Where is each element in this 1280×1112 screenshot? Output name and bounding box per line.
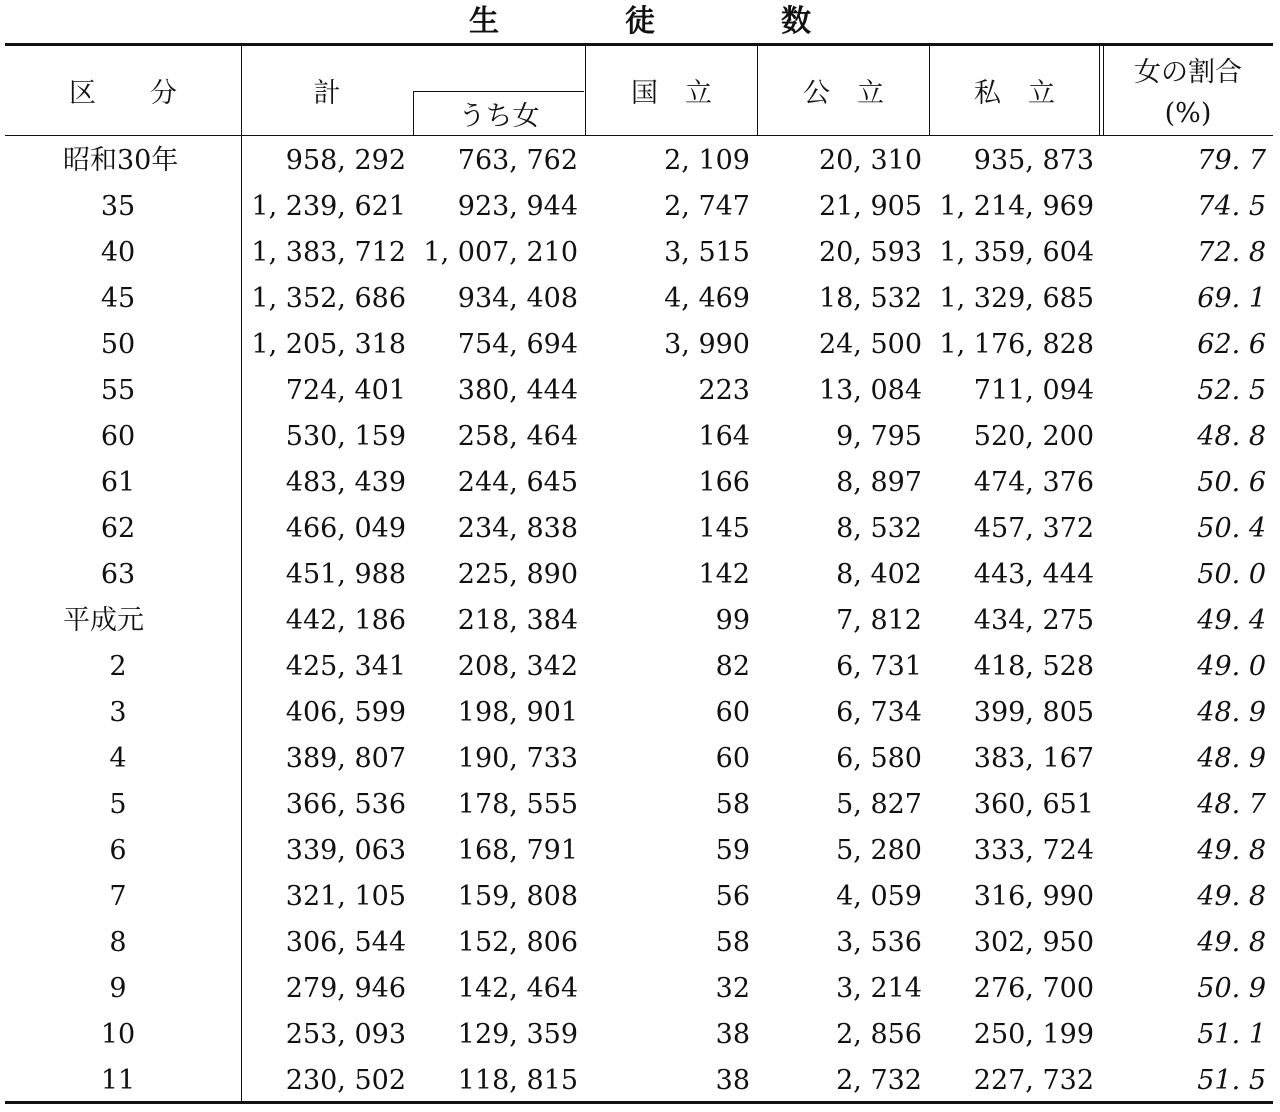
row-label: 10 [100, 1019, 136, 1050]
cell-national: 56 [715, 881, 750, 912]
cell-total: 724, 401 [285, 375, 406, 406]
cell-ratio: 50. 0 [1197, 559, 1266, 590]
cell-national: 166 [698, 467, 750, 498]
cell-female: 380, 444 [457, 375, 578, 406]
header-ratio: 女の割合 [1134, 56, 1242, 88]
cell-female: 234, 838 [457, 513, 578, 544]
cell-female: 142, 464 [457, 973, 578, 1004]
cell-public: 5, 827 [836, 789, 922, 820]
cell-female: 763, 762 [457, 145, 578, 176]
row-label: 63 [100, 559, 136, 590]
cell-national: 145 [698, 513, 750, 544]
table-row [0, 414, 1280, 460]
table-row [0, 644, 1280, 690]
cell-female: 198, 901 [457, 697, 578, 728]
row-label: 45 [100, 283, 136, 314]
cell-female: 152, 806 [457, 927, 578, 958]
cell-ratio: 50. 4 [1197, 513, 1266, 544]
row-label: 50 [100, 329, 136, 360]
cell-female: 754, 694 [457, 329, 578, 360]
row-label: 8 [109, 927, 127, 958]
cell-ratio: 50. 9 [1197, 973, 1266, 1004]
cell-ratio: 49. 8 [1197, 927, 1266, 958]
cell-national: 3, 515 [664, 237, 750, 268]
cell-ratio: 50. 6 [1197, 467, 1266, 498]
table-row [0, 690, 1280, 736]
cell-total: 279, 946 [285, 973, 406, 1004]
cell-private: 711, 094 [973, 375, 1094, 406]
cell-female: 218, 384 [457, 605, 578, 636]
header-total: 計 [313, 78, 341, 109]
row-label: 7 [109, 881, 127, 912]
row-label: 9 [109, 973, 127, 1004]
table-title: 生 徒 数 [469, 4, 859, 39]
cell-female: 129, 359 [457, 1019, 578, 1050]
divider-ratio-a [1099, 45, 1100, 135]
cell-private: 227, 732 [973, 1065, 1094, 1096]
cell-private: 250, 199 [973, 1019, 1094, 1050]
cell-ratio: 72. 8 [1197, 237, 1266, 268]
cell-ratio: 69. 1 [1197, 283, 1266, 314]
cell-ratio: 51. 1 [1197, 1019, 1266, 1050]
header-private: 私 立 [974, 78, 1055, 109]
cell-total: 230, 502 [285, 1065, 406, 1096]
cell-female: 159, 808 [457, 881, 578, 912]
cell-private: 1, 359, 604 [939, 237, 1094, 268]
cell-public: 8, 897 [836, 467, 922, 498]
cell-public: 8, 532 [836, 513, 922, 544]
cell-ratio: 79. 7 [1197, 145, 1266, 176]
cell-ratio: 48. 9 [1197, 697, 1266, 728]
cell-ratio: 49. 8 [1197, 881, 1266, 912]
row-label: 35 [100, 191, 136, 222]
cell-total: 466, 049 [285, 513, 406, 544]
cell-national: 58 [715, 789, 750, 820]
cell-national: 60 [715, 697, 750, 728]
cell-female: 934, 408 [457, 283, 578, 314]
cell-private: 383, 167 [973, 743, 1094, 774]
cell-private: 418, 528 [973, 651, 1094, 682]
cell-female: 118, 815 [457, 1065, 578, 1096]
cell-total: 406, 599 [285, 697, 406, 728]
cell-total: 442, 186 [285, 605, 406, 636]
row-label: 6 [109, 835, 127, 866]
cell-ratio: 62. 6 [1197, 329, 1266, 360]
cell-private: 520, 200 [973, 421, 1094, 452]
cell-national: 32 [715, 973, 750, 1004]
table-row [0, 368, 1280, 414]
cell-female: 244, 645 [457, 467, 578, 498]
cell-private: 1, 329, 685 [939, 283, 1094, 314]
cell-total: 958, 292 [285, 145, 406, 176]
table-row [0, 138, 1280, 184]
cell-national: 2, 109 [664, 145, 750, 176]
header-ratio-unit: (%) [1164, 97, 1212, 129]
cell-public: 20, 593 [818, 237, 922, 268]
table-row [0, 1058, 1280, 1104]
table-row [0, 552, 1280, 598]
cell-ratio: 48. 8 [1197, 421, 1266, 452]
cell-total: 425, 341 [285, 651, 406, 682]
cell-public: 20, 310 [818, 145, 922, 176]
cell-ratio: 48. 7 [1197, 789, 1266, 820]
cell-national: 223 [698, 375, 750, 406]
cell-ratio: 49. 8 [1197, 835, 1266, 866]
cell-private: 457, 372 [973, 513, 1094, 544]
cell-private: 434, 275 [973, 605, 1094, 636]
cell-female: 225, 890 [457, 559, 578, 590]
cell-public: 9, 795 [836, 421, 922, 452]
table-body [0, 138, 1280, 1104]
cell-national: 3, 990 [664, 329, 750, 360]
cell-public: 3, 536 [836, 927, 922, 958]
cell-total: 339, 063 [285, 835, 406, 866]
cell-ratio: 52. 5 [1197, 375, 1266, 406]
table-row [0, 874, 1280, 920]
row-label: 5 [109, 789, 127, 820]
cell-private: 276, 700 [973, 973, 1094, 1004]
row-label: 2 [109, 651, 127, 682]
header-category: 区 分 [69, 78, 177, 109]
cell-female: 258, 464 [457, 421, 578, 452]
cell-total: 253, 093 [285, 1019, 406, 1050]
row-label: 40 [100, 237, 136, 268]
table-row [0, 230, 1280, 276]
header-female: うち女 [458, 101, 540, 132]
table-row [0, 736, 1280, 782]
cell-national: 142 [698, 559, 750, 590]
cell-public: 3, 214 [836, 973, 922, 1004]
row-label: 昭和30年 [63, 145, 179, 176]
cell-public: 6, 731 [836, 651, 922, 682]
cell-national: 164 [698, 421, 750, 452]
cell-public: 13, 084 [818, 375, 922, 406]
row-label: 55 [100, 375, 136, 406]
cell-ratio: 48. 9 [1197, 743, 1266, 774]
cell-private: 443, 444 [973, 559, 1094, 590]
cell-total: 389, 807 [285, 743, 406, 774]
cell-total: 1, 205, 318 [251, 329, 406, 360]
table-row [0, 322, 1280, 368]
row-label: 11 [100, 1065, 136, 1096]
row-label: 4 [109, 743, 127, 774]
cell-public: 7, 812 [836, 605, 922, 636]
row-label: 62 [100, 513, 136, 544]
cell-total: 1, 352, 686 [251, 283, 406, 314]
cell-public: 18, 532 [818, 283, 922, 314]
cell-national: 82 [715, 651, 750, 682]
cell-private: 399, 805 [973, 697, 1094, 728]
cell-ratio: 74. 5 [1197, 191, 1266, 222]
cell-private: 333, 724 [973, 835, 1094, 866]
cell-total: 321, 105 [285, 881, 406, 912]
table-row [0, 598, 1280, 644]
cell-ratio: 51. 5 [1197, 1065, 1266, 1096]
header-public: 公 立 [803, 78, 884, 109]
header-rule [5, 135, 1273, 136]
table-row [0, 276, 1280, 322]
row-label: 平成元 [63, 605, 144, 636]
cell-total: 530, 159 [285, 421, 406, 452]
cell-female: 178, 555 [457, 789, 578, 820]
cell-public: 6, 734 [836, 697, 922, 728]
table-row [0, 1012, 1280, 1058]
cell-national: 58 [715, 927, 750, 958]
row-label: 61 [100, 467, 136, 498]
cell-female: 168, 791 [457, 835, 578, 866]
cell-public: 2, 732 [836, 1065, 922, 1096]
table-row [0, 506, 1280, 552]
table-row [0, 184, 1280, 230]
cell-private: 302, 950 [973, 927, 1094, 958]
cell-private: 474, 376 [973, 467, 1094, 498]
cell-public: 6, 580 [836, 743, 922, 774]
table-row [0, 920, 1280, 966]
cell-female: 1, 007, 210 [423, 237, 578, 268]
table-row [0, 828, 1280, 874]
cell-total: 306, 544 [285, 927, 406, 958]
cell-national: 4, 469 [664, 283, 750, 314]
table-row [0, 460, 1280, 506]
cell-public: 2, 856 [836, 1019, 922, 1050]
cell-national: 59 [715, 835, 750, 866]
cell-national: 2, 747 [664, 191, 750, 222]
cell-ratio: 49. 4 [1197, 605, 1266, 636]
header-national: 国 立 [631, 78, 712, 109]
cell-total: 366, 536 [285, 789, 406, 820]
cell-private: 360, 651 [973, 789, 1094, 820]
cell-national: 38 [715, 1065, 750, 1096]
cell-national: 38 [715, 1019, 750, 1050]
cell-national: 60 [715, 743, 750, 774]
cell-national: 99 [715, 605, 750, 636]
cell-public: 5, 280 [836, 835, 922, 866]
cell-total: 1, 383, 712 [251, 237, 406, 268]
cell-female: 208, 342 [457, 651, 578, 682]
cell-public: 8, 402 [836, 559, 922, 590]
cell-private: 935, 873 [973, 145, 1094, 176]
cell-total: 1, 239, 621 [251, 191, 406, 222]
cell-female: 190, 733 [457, 743, 578, 774]
cell-private: 316, 990 [973, 881, 1094, 912]
cell-female: 923, 944 [457, 191, 578, 222]
row-label: 3 [109, 697, 127, 728]
cell-total: 483, 439 [285, 467, 406, 498]
cell-public: 24, 500 [818, 329, 922, 360]
cell-public: 21, 905 [818, 191, 922, 222]
table-row [0, 966, 1280, 1012]
table-row [0, 782, 1280, 828]
cell-private: 1, 214, 969 [939, 191, 1094, 222]
cell-public: 4, 059 [836, 881, 922, 912]
cell-total: 451, 988 [285, 559, 406, 590]
cell-ratio: 49. 0 [1197, 651, 1266, 682]
row-label: 60 [100, 421, 136, 452]
cell-private: 1, 176, 828 [939, 329, 1094, 360]
